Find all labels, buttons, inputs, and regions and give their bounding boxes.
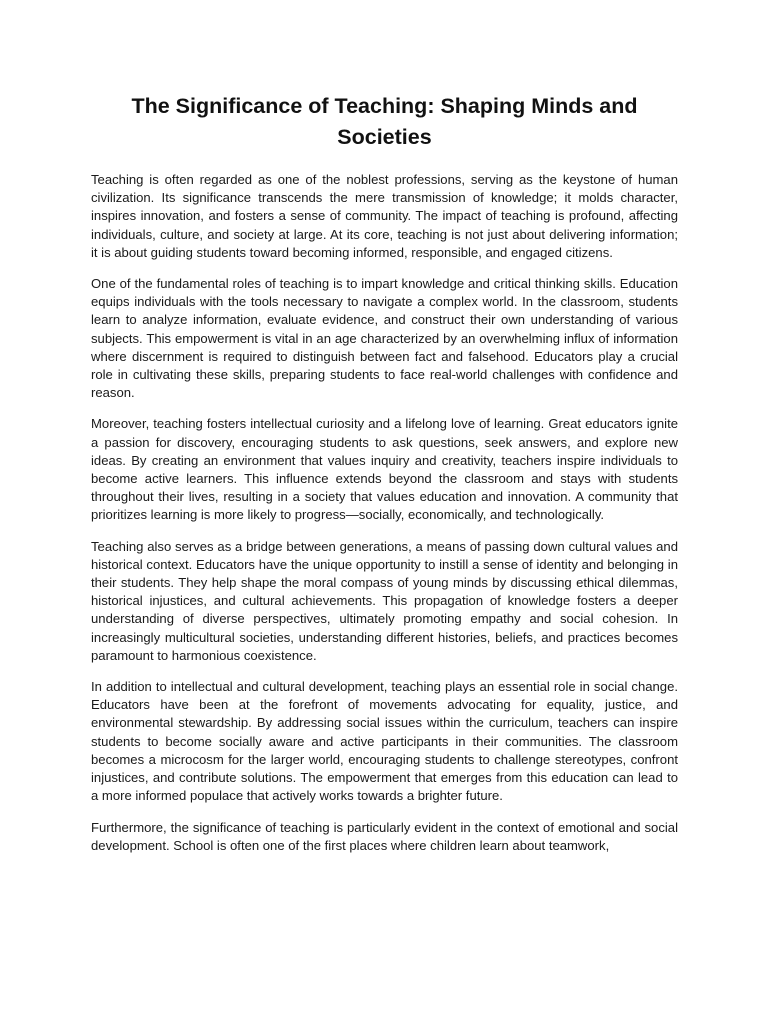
paragraph-intro: Teaching is often regarded as one of the noblest professions, serving as the keystone of human civilization. Its significance transcends the mere transmission of knowledge; it molds character, inspires innovation, and fosters a sense of community. The impact of teaching is profound, affecting individuals, culture, and society at large. At its core, teaching is not just about delivering information; it is about guiding students toward becoming informed, responsible, and engaged citizens. <box>91 172 678 260</box>
paragraph-emotional-development: Furthermore, the significance of teaching is particularly evident in the context of emotional and social development. School is often one of the first places where children learn about teamwork, <box>91 819 678 853</box>
paragraph-social-change: In addition to intellectual and cultural development, teaching plays an essential role in social change. Educators have been at the forefront of movements advocating for equality, justice, and environmental stewardship. By addressing social issues within the curriculum, teachers can inspire students to become socially aware and active participants in their communities. The classroom becomes a microcosm for the larger world, encouraging students to challenge stereotypes, confront injustices, and contribute solutions. The empowerment that emerges from this education can lead to a more informed populace that actively works towards a brighter future. <box>91 679 678 804</box>
document-title: The Significance of Teaching: Shaping Minds and Societies <box>131 94 638 149</box>
document-page <box>91 91 678 868</box>
paragraph-critical-thinking: One of the fundamental roles of teaching is to impart knowledge and critical thinking skills. Education equips individuals with the tools necessary to navigate a complex world. In the classroom, students learn to analyze information, evaluate evidence, and construct their own understanding of various subjects. This empowerment is vital in an age characterized by an overwhelming influx of information where discernment is required to distinguish between fact and falsehood. Educators play a crucial role in cultivating these skills, preparing students to face real-world challenges with confidence and reason. <box>91 276 678 401</box>
paragraph-curiosity: Moreover, teaching fosters intellectual curiosity and a lifelong love of learning. Great educators ignite a passion for discovery, encouraging students to ask questions, seek answers, and explore new ideas. By creating an environment that values inquiry and creativity, teachers inspire individuals to become active learners. This influence extends beyond the classroom and stays with students throughout their lives, resulting in a society that values education and innovation. A community that prioritizes learning is more likely to progress—socially, economically, and technologically. <box>91 416 678 523</box>
paragraph-generations: Teaching also serves as a bridge between generations, a means of passing down cultural values and historical context. Educators have the unique opportunity to instill a sense of identity and belonging in their students. They help shape the moral compass of young minds by discussing ethical dilemmas, historical injustices, and cultural achievements. This propagation of knowledge fosters a deeper understanding of diverse perspectives, ultimately promoting empathy and social cohesion. In increasingly multicultural societies, understanding different histories, beliefs, and practices becomes paramount to harmonious coexistence. <box>91 538 678 663</box>
